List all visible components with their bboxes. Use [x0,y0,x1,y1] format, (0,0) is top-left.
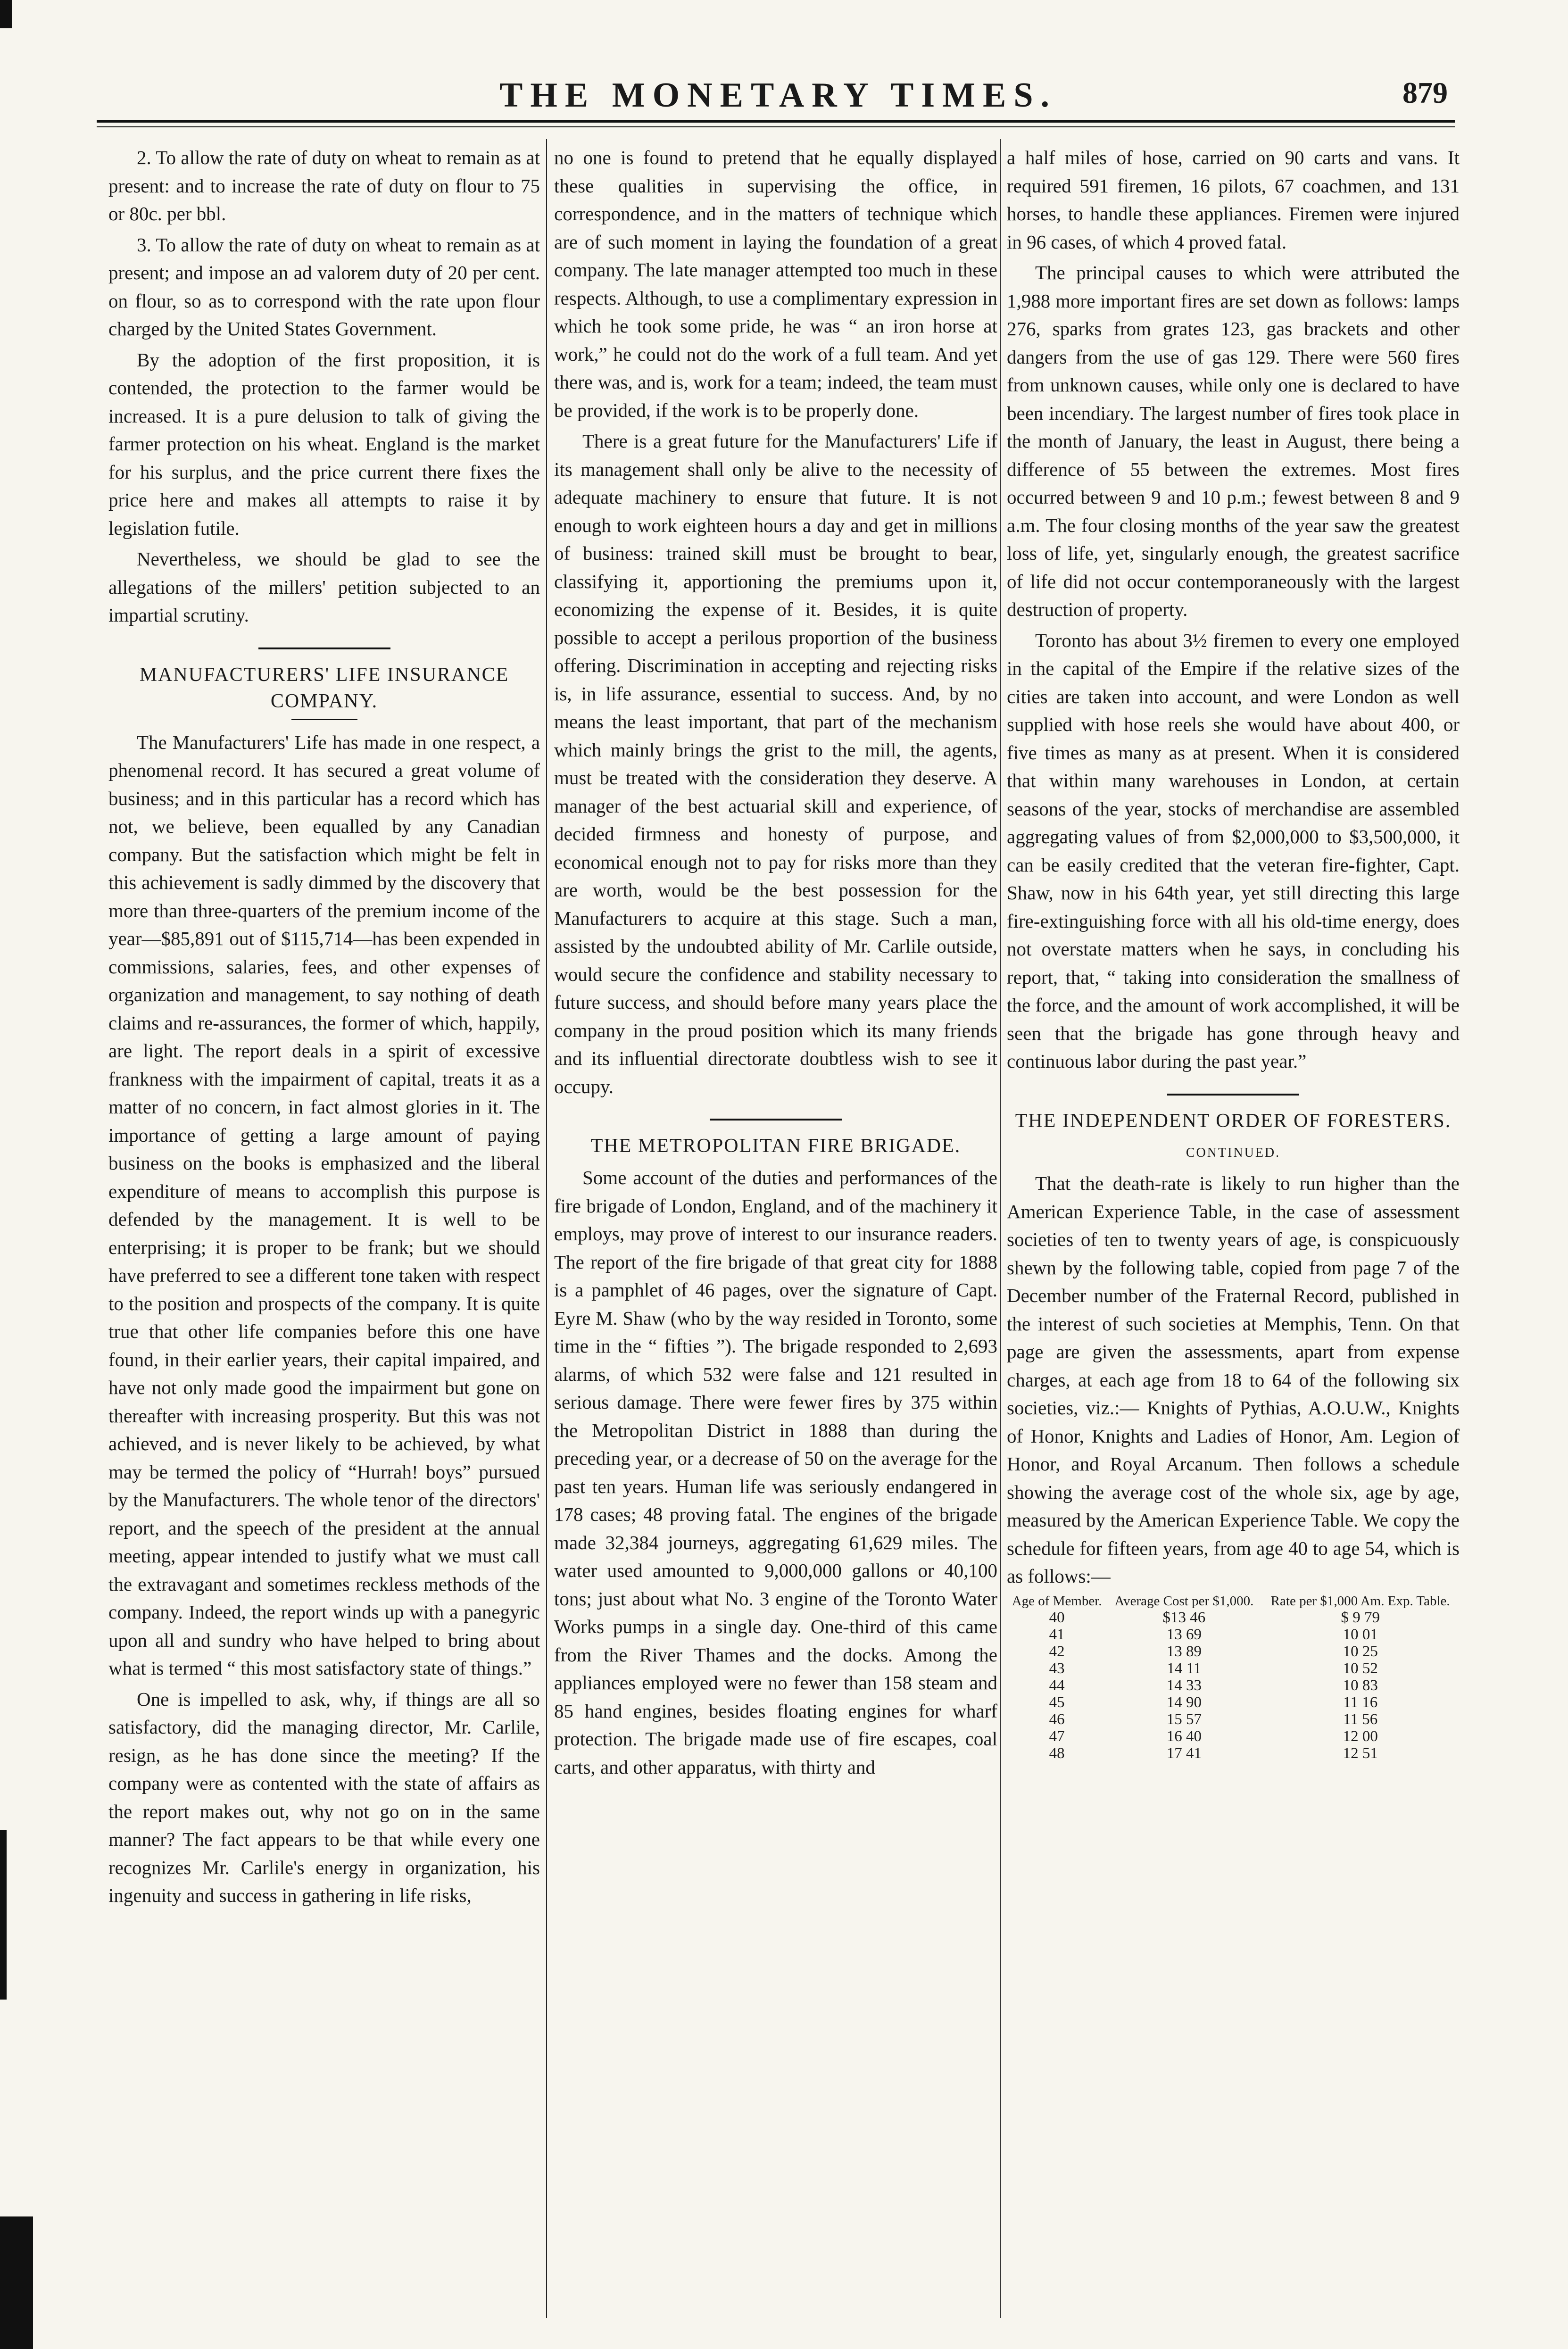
table-cell: 10 52 [1343,1660,1378,1677]
table-cell: $13 46 [1162,1609,1206,1626]
section-separator [258,647,390,649]
table-cell: 13 69 [1166,1626,1202,1643]
table-cell: 17 41 [1166,1744,1202,1762]
paragraph: Toronto has about 3½ firemen to every one employed in the capital of the Empire if the relative sizes of the cities are taken into account, and were London as well supplied with hose reels she would have about 400, or five times as many as at present. When it is considered that within many warehouses in London, at certain seasons of the year, stocks of merchandise are assembled aggregating values of from $2,000,000 to $3,500,000, it can be easily credited that the veteran fire-fighter, Capt. Shaw, now in his 64th year, yet still directing this large fire-extinguishing force with all his old-time energy, does not overstate matters when he says, in concluding his report, that, “ taking into consideration the smallness of the force, and the amount of work accomplished, it will be seen that the brigade has gone through heavy and continuous labor during the past year.” [1007,629,1460,1072]
header-rule-thin [97,126,1455,127]
scan-edge-mark [0,2216,33,2349]
table-row [1007,1660,1460,1677]
column-left [108,144,540,2318]
table-cell: 43 [1049,1660,1065,1677]
table-cell: $ 9 79 [1341,1609,1380,1626]
article-heading: THE METROPOLITAN FIRE BRIGADE. [590,1135,961,1157]
publication-title: THE MONETARY TIMES. [499,76,1057,115]
table-row [1007,1643,1460,1660]
table-cell: 11 56 [1343,1710,1378,1728]
table-cell: 12 00 [1343,1727,1378,1745]
table-row [1007,1694,1460,1711]
paragraph: 3. To allow the rate of duty on wheat to remain as at present; and impose an ad valorem duty of 20 per cent. on flour, so as to correspond with the rate upon flour charged by the United States Government. [108,233,540,340]
scan-edge-mark [0,1830,7,2000]
paragraph: By the adoption of the first proposition, it is contended, the protection to the farmer would be increased. It is a pure delusion to talk of giving the farmer protection on his wheat. England is the market for his surplus, and the price current there fixes the price here and makes all attempts to raise it by legislation futile. [108,349,540,539]
table-cell: 47 [1049,1727,1065,1745]
table-cell: 15 57 [1166,1710,1202,1728]
section-separator [1167,1094,1299,1096]
table-cell: 40 [1049,1609,1065,1626]
column-middle [554,144,997,2318]
table-cell: 45 [1049,1693,1065,1711]
table-cell: 10 83 [1343,1677,1378,1694]
column-header: Average Cost per $1,000. [1114,1593,1254,1609]
paragraph: One is impelled to ask, why, if things are all so satisfactory, did the managing director, Mr. Carlile, resign, as he has done since the meeting? If the company were as contented with the state of affairs as the report makes out, why not go on in the same manner? The fact appears to be that while every one recognizes Mr. Carlile's energy in organization, his ingenuity and success in gathering in life risks, [108,1688,540,1906]
heading-rule [291,719,357,720]
table-cell: 13 89 [1166,1643,1202,1660]
paragraph: no one is found to pretend that he equally displayed these qualities in supervising the office, in correspondence, and in the matters of technique which are of such moment in laying the foundation of a great company. The late manager attempted too much in these respects. Although, to use a complimentary expression in which he took some pride, he was “ an iron horse at work,” he could not do the work of a full team. And yet there was, and is, work for a team; indeed, the team must be provided, if the work is to be properly done. [554,147,997,421]
column-divider [546,139,547,2318]
table-cell: 12 51 [1343,1744,1378,1762]
column-divider [1000,139,1001,2318]
paragraph: The principal causes to which were attributed the 1,988 more important fires are set down as follows: lamps 276, sparks from grates 123, gas brackets and other dangers from the use of gas 129. There were 560 fires from unknown causes, while only one is declared to have been incendiary. The largest number of fires took place in the month of January, the least in August, there being a difference of 55 between the extremes. Most fires occurred between 9 and 10 p.m.; fewest between 8 and 9 a.m. The four closing months of the year saw the greatest loss of life, yet, singularly enough, the greatest sacrifice of life did not occur contemporaneously with the largest destruction of property. [1007,262,1460,620]
table-cell: 14 11 [1167,1660,1202,1677]
table-cell: 41 [1049,1626,1065,1643]
column-right [1007,144,1460,2318]
table-cell: 14 90 [1166,1693,1202,1711]
article-heading: MANUFACTURERS' LIFE INSURANCE COMPANY. [139,664,509,712]
rates-table [1007,1594,1460,1762]
article-heading: THE INDEPENDENT ORDER OF FORESTERS. [1015,1110,1452,1132]
paragraph: a half miles of hose, carried on 90 carts and vans. It required 591 firemen, 16 pilots, 67 coachmen, and 131 horses, to handle these appliances. Firemen were injured in 96 cases, of which 4 proved fatal. [1007,147,1460,253]
table-cell: 44 [1049,1677,1065,1694]
table-row [1007,1626,1460,1643]
continued-label: CONTINUED. [1186,1145,1281,1160]
page-number: 879 [1402,76,1448,109]
table-cell: 42 [1049,1643,1065,1660]
paragraph: That the death-rate is likely to run higher than the American Experience Table, in the case of assessment societies of ten to twenty years of age, is conspicuously shewn by the following table, copied from page 7 of the December number of the Fraternal Record, published in the interest of such societies at Memphis, Tenn. On that page are given the assessments, apart from expense charges, at each age from 18 to 64 of the following six societies, viz.:— Knights of Pythias, A.O.U.W., Knights of Honor, Knights and Ladies of Honor, Am. Legion of Honor, and Royal Arcanum. Then follows a schedule showing the average cost of the whole six, age by age, measured by the American Experience Table. We copy the schedule for fifteen years, from age 40 to age 54, which is as follows:— [1007,1172,1460,1587]
table-cell: 10 01 [1343,1626,1378,1643]
table-cell: 11 16 [1343,1693,1378,1711]
table-row [1007,1677,1460,1694]
paragraph: 2. To allow the rate of duty on wheat to remain as at present: and to increase the rate of duty on flour to 75 or 80c. per bbl. [108,147,540,224]
paragraph: There is a great future for the Manufacturers' Life if its management shall only be alive to the necessity of adequate machinery to ensure that future. It is not enough to work eighteen hours a day and get in millions of business: trained skill must be brought to bear, classifying it, apportioning the premiums upon it, economizing the expense of it. Besides, it is quite possible to accept a perilous proportion of the business offering. Discrimination in accepting and rejecting risks is, in life assurance, essential to success. And, by no means the least important, that part of the mechanism which mainly brings the grist to the mill, the agents, must be treated with the consideration they deserve. A manager of the best actuarial skill and experience, of decided firmness and honesty of purpose, and economical enough not to pay for risks more than they are worth, would be the best possession for the Manufacturers to acquire at this stage. Such a man, assisted by the undoubted ability of Mr. Carlile outside, would secure the confidence and stability necessary to future success, and should before many years place the company in the proud position which its many friends and its influential directorate doubtless wish to see it occupy. [554,430,997,1097]
header-rule [97,120,1455,123]
table-row [1007,1745,1460,1762]
table-cell: 14 33 [1166,1677,1202,1694]
paragraph: The Manufacturers' Life has made in one respect, a phenomenal record. It has secured a great volume of business; and in this particular has a record which has not, we believe, been equalled by any Canadian company. But the satisfaction which might be felt in this achievement is sadly dimmed by the discovery that more than three-quarters of the premium income of the year—$85,891 out of $115,714—has been expended in commissions, salaries, fees, and other expenses of organization and management, to say nothing of death claims and re-assurances, the former of which, happily, are light. The report deals in a spirit of excessive frankness with the impairment of capital, treats it as a matter of no concern, in fact almost glories in it. The importance of getting a large amount of paying business on the books is emphasized and the liberal expenditure of means to accomplish this purpose is defended by the management. It is well to be enterprising; it is proper to be frank; but we should have preferred to see a different tone taken with respect to the position and prospects of the company. It is quite true that other life companies before this one have found, in their earlier years, their capital impaired, and have not only made good the impairment but gone on thereafter with increasing prosperity. But this was not achieved, and is never likely to be achieved, by what may be termed the policy of “Hurrah! boys” pursued by the Manufacturers. The whole tenor of the directors' report, and the speech of the president at the annual meeting, appear intended to justify what we must call the extravagant and sometimes reckless methods of the company. Indeed, the report winds up with a panegyric upon all and sundry who have helped to bring about what is termed “ this most satisfactory state of things.” [108,731,540,1679]
column-header: Rate per $1,000 Am. Exp. Table. [1270,1593,1450,1609]
paragraph: Nevertheless, we should be glad to see the allegations of the millers' petition subjected to an impartial scrutiny. [108,548,540,626]
table-row [1007,1609,1460,1626]
table-row [1007,1711,1460,1728]
paragraph: Some account of the duties and performances of the fire brigade of London, England, and of the machinery it employs, may prove of interest to our insurance readers. The report of the fire brigade of that great city for 1888 is a pamphlet of 46 pages, over the signature of Capt. Eyre M. Shaw (who by the way resided in Toronto, some time in the “ fifties ”). The brigade responded to 2,693 alarms, of which 532 were false and 121 resulted in serious damage. There were fewer fires by 375 within the Metropolitan District in 1888 than during the preceding year, or a decrease of 50 on the average for the past ten years. Human life was seriously endangered in 178 cases; 48 proving fatal. The engines of the brigade made 32,384 journeys, aggregating 61,629 miles. The water used amounted to 9,000,000 gallons or 40,100 tons; just about what No. 3 engine of the Toronto Water Works pumps in a single day. One-third of this came from the River Thames and the docks. Among the appliances employed were no fewer than 158 steam and 85 hand engines, besides floating engines for wharf protection. The brigade made use of fire escapes, coal carts, and other apparatus, with thirty and [554,1167,997,1778]
table-row [1007,1728,1460,1745]
table-cell: 46 [1049,1710,1065,1728]
table-header-row [1007,1594,1460,1609]
column-header: Age of Member. [1012,1593,1102,1609]
scan-edge-mark [0,0,12,28]
table-cell: 16 40 [1166,1727,1202,1745]
table-cell: 10 25 [1343,1643,1378,1660]
section-separator [710,1119,842,1121]
table-cell: 48 [1049,1744,1065,1762]
